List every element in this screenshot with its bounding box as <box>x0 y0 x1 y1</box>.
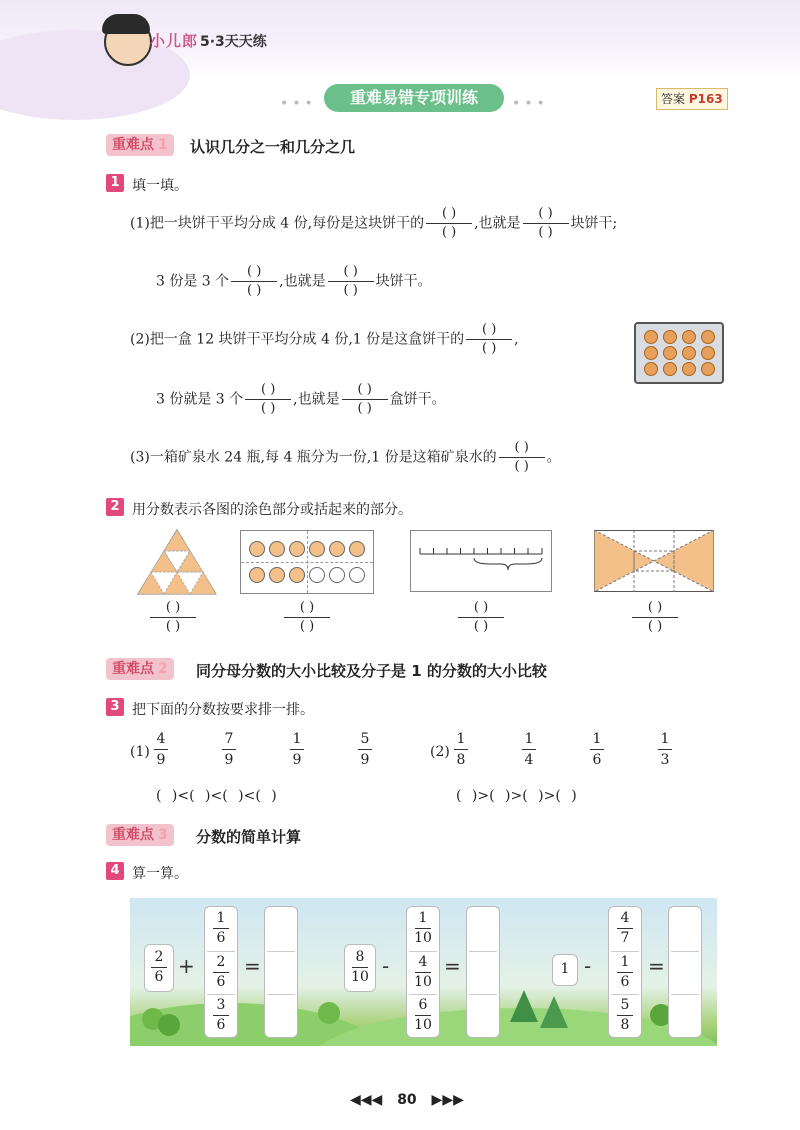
triangle-figure <box>136 528 218 596</box>
rectangle-figure <box>594 530 714 592</box>
fraction: 1 4 <box>522 730 536 769</box>
cookie <box>682 330 696 344</box>
cookie <box>644 346 658 360</box>
circle <box>269 541 285 557</box>
answer-fraction-1[interactable]: $\frac{( )}{( )}$ <box>148 600 198 635</box>
cookie <box>682 346 696 360</box>
series-name: 5·3天天练 <box>200 34 267 50</box>
q1-part2-line2 <box>156 382 446 417</box>
question-prompt: 填一填。 <box>132 178 188 194</box>
answer-column[interactable] <box>264 906 298 1038</box>
cookie <box>701 362 715 376</box>
operand-column: 1 10 4 10 6 10 <box>406 906 440 1038</box>
question-number: 2 <box>106 498 124 516</box>
answer-column[interactable] <box>466 906 500 1038</box>
operator: + <box>178 954 195 978</box>
circle <box>329 541 345 557</box>
keypoint-title: 认识几分之一和几分之几 <box>190 138 356 156</box>
circle <box>329 567 345 583</box>
text: ,也就是 <box>474 215 521 232</box>
keypoint-number: 3 <box>158 827 168 843</box>
answer-fraction-2[interactable]: $\frac{( )}{( )}$ <box>282 600 332 635</box>
keypoint-label: 重难点 <box>112 661 154 677</box>
left-operand-box: 8 10 <box>344 944 376 992</box>
calculation-scene <box>130 898 717 1046</box>
circle <box>289 541 305 557</box>
fraction: 4 9 <box>154 730 168 769</box>
keypoint-number: 2 <box>158 661 168 677</box>
cookie <box>663 330 677 344</box>
fraction: 1 8 <box>454 730 468 769</box>
fraction: 7 9 <box>222 730 236 769</box>
keypoint-tag <box>106 824 174 846</box>
operator: - <box>584 954 592 978</box>
question-prompt: 算一算。 <box>132 866 188 882</box>
page-number: 80 <box>397 1092 417 1108</box>
left-arrows-icon: ◀◀◀ <box>350 1092 383 1108</box>
cookie <box>644 362 658 376</box>
keypoint-label: 重难点 <box>112 827 154 843</box>
circle <box>289 567 305 583</box>
circle <box>349 567 365 583</box>
text: ,也就是 <box>293 391 340 408</box>
answer-column[interactable] <box>668 906 702 1038</box>
blank-fraction[interactable]: $\frac{( )}{( )}$ <box>499 440 545 475</box>
operand-value: 1 <box>560 961 570 977</box>
circle <box>309 541 325 557</box>
keypoint-title: 分数的简单计算 <box>196 828 302 846</box>
operand-column: 4 7 1 6 5 8 <box>608 906 642 1038</box>
equals-sign: = <box>444 954 461 978</box>
blank-fraction[interactable]: $\frac{( )}{( )}$ <box>523 206 569 241</box>
answer-label: 答案 <box>661 92 686 106</box>
keypoint-label: 重难点 <box>112 137 154 153</box>
order-blanks-2[interactable]: ( )>( )>( )>( ) <box>456 788 577 804</box>
blank-fraction[interactable]: $\frac{( )}{( )}$ <box>231 264 277 299</box>
question-prompt: 用分数表示各图的涂色部分或括起来的部分。 <box>132 502 412 518</box>
text: 块饼干。 <box>375 273 432 290</box>
order-blanks-1[interactable]: ( )<( )<( )<( ) <box>156 788 277 804</box>
blank-fraction[interactable]: $\frac{( )}{( )}$ <box>245 382 291 417</box>
q1-part2-line1 <box>130 322 519 357</box>
group-label: (2) <box>430 744 450 760</box>
dashed-divider <box>241 562 373 563</box>
answer-fraction-3[interactable]: $\frac{( )}{( )}$ <box>456 600 506 635</box>
circle <box>309 567 325 583</box>
question-number: 3 <box>106 698 124 716</box>
question-number: 4 <box>106 862 124 880</box>
text: 块饼干; <box>570 215 618 232</box>
circle <box>249 541 265 557</box>
fraction: 1 6 <box>590 730 604 769</box>
q1-part1-line1 <box>130 206 617 241</box>
text: (1)把一块饼干平均分成 4 份,每份是这块饼干的 <box>130 215 425 232</box>
banner-dots-left: ••• <box>280 96 317 112</box>
text: 3 份就是 3 个 <box>156 391 244 408</box>
left-operand-box: 2 6 <box>144 944 174 992</box>
cookie <box>701 346 715 360</box>
q1-part1-line2 <box>156 264 432 299</box>
cookie-box-image <box>634 322 724 384</box>
text: (3)一箱矿泉水 24 瓶,每 4 瓶分为一份,1 份是这箱矿泉水的 <box>130 449 497 466</box>
cookie <box>663 346 677 360</box>
fraction: 1 3 <box>658 730 672 769</box>
text: (2)把一盒 12 块饼干平均分成 4 份,1 份是这盒饼干的 <box>130 331 465 348</box>
question-number: 1 <box>106 174 124 192</box>
question-prompt: 把下面的分数按要求排一排。 <box>132 702 314 718</box>
blank-fraction[interactable]: $\frac{( )}{( )}$ <box>342 382 388 417</box>
q1-part3 <box>130 440 561 475</box>
keypoint-title: 同分母分数的大小比较及分子是 1 的分数的大小比较 <box>196 662 547 680</box>
number-line-figure <box>410 530 552 592</box>
text: 盒饼干。 <box>389 391 446 408</box>
blank-fraction[interactable]: $\frac{( )}{( )}$ <box>426 206 472 241</box>
fraction: 5 9 <box>358 730 372 769</box>
page-footer <box>350 1092 464 1108</box>
equals-sign: = <box>244 954 261 978</box>
banner-dots-right: ••• <box>512 96 549 112</box>
group-label: (1) <box>130 744 150 760</box>
brand-name: 小儿郎 <box>150 32 199 50</box>
keypoint-tag <box>106 134 174 156</box>
right-arrows-icon: ▶▶▶ <box>431 1092 464 1108</box>
circle <box>269 567 285 583</box>
cookie <box>682 362 696 376</box>
section-banner: 重难易错专项训练 <box>324 84 504 112</box>
blank-fraction[interactable]: $\frac{( )}{( )}$ <box>328 264 374 299</box>
cookie <box>663 362 677 376</box>
operand-column: 1 6 2 6 3 6 <box>204 906 238 1038</box>
left-operand-box <box>552 954 578 986</box>
text: 3 份是 3 个 <box>156 273 230 290</box>
circle <box>349 541 365 557</box>
mascot-hair <box>102 14 150 34</box>
text: 。 <box>546 449 561 466</box>
keypoint-tag <box>106 658 174 680</box>
circles-figure <box>240 530 374 594</box>
keypoint-number: 1 <box>158 137 168 153</box>
equals-sign: = <box>648 954 665 978</box>
cookie <box>644 330 658 344</box>
text: ,也就是 <box>279 273 326 290</box>
text: , <box>514 331 519 348</box>
answer-fraction-4[interactable]: $\frac{( )}{( )}$ <box>630 600 680 635</box>
circle <box>249 567 265 583</box>
answer-page: P163 <box>688 92 723 106</box>
operator: - <box>382 954 390 978</box>
blank-fraction[interactable]: $\frac{( )}{( )}$ <box>466 322 512 357</box>
answer-reference <box>656 88 728 110</box>
cookie <box>701 330 715 344</box>
fraction: 1 9 <box>290 730 304 769</box>
